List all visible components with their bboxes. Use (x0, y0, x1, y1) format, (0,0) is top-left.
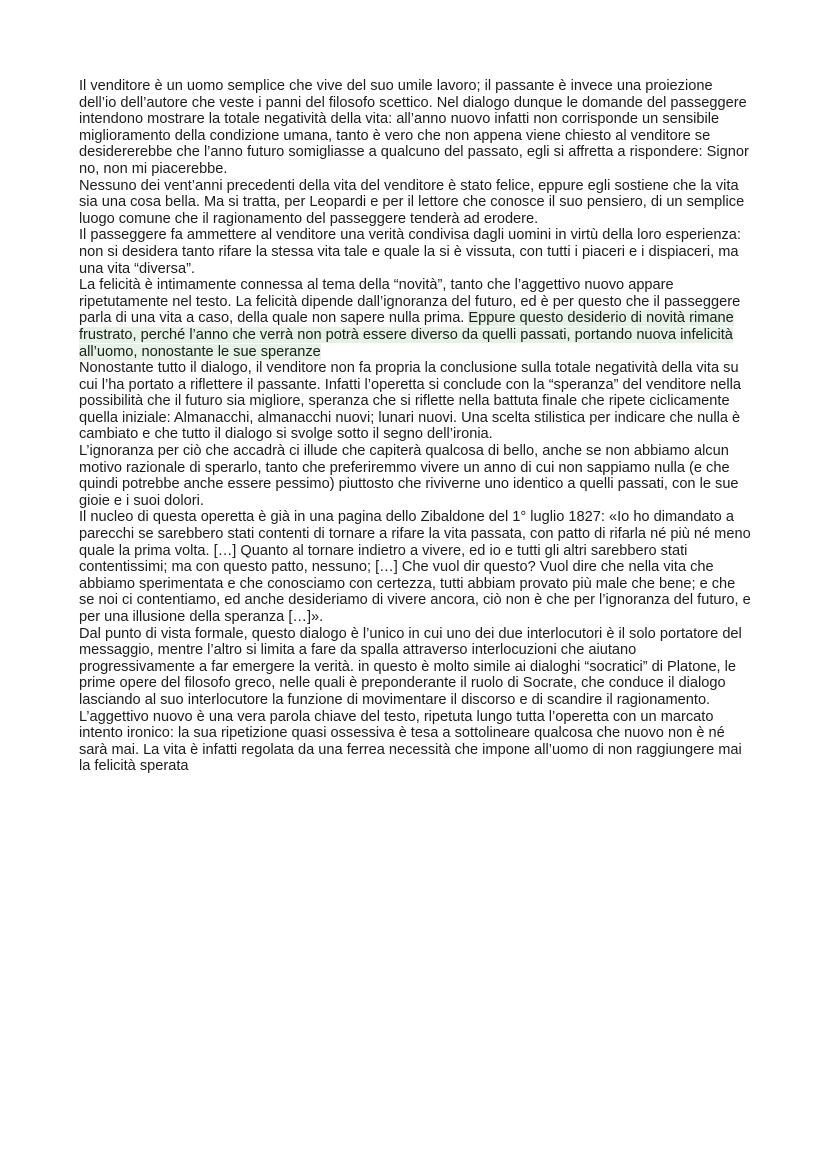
paragraph-venditore-passante: Il venditore è un uomo semplice che vive del suo umile lavoro; il passante è invece una proiezione dell’io dell’autore che veste i panni del filosofo scettico. Nel dialogo dunque le domande del passeggere intendono mostrare la totale negatività della vita: all’anno nuovo infatti non corrisponde un sensibile miglioramento della condizione umana, tanto è vero che non appena viene chiesto al venditore se desidererebbe che l’anno futuro somigliasse a qualcuno del passato, egli si affretta a rispondere: Signor no, non mi piacerebbe. (79, 78, 749, 177)
paragraph-novita-text: La felicità è intimamente connessa al tema della “novità”, tanto che l’aggettivo nuovo appare ripetutamente nel testo. La felicità dipende dall’ignoranza del futuro, ed è per questo che il passeggere parla di una vita a caso, della quale non sapere nulla prima. (79, 277, 741, 327)
paragraph-speranza: Nonostante tutto il dialogo, il venditore non fa propria la conclusione sulla totale negatività della vita su cui l’ha portato a riflettere il passante. Infatti l’operetta si conclude con la “speranza” del venditore nella possibilità che il futuro sia migliore, speranza che si riflette nella battuta finale che ripete ciclicamente quella iniziale: Almanacchi, almanacchi nuovi; lunari nuovi. Una scelta stilistica per indicare che nulla è cambiato e che tutto il dialogo si svolge sotto il segno dell’ironia. (79, 360, 741, 443)
paragraph-aggettivo-nuovo: L’aggettivo nuovo è una vera parola chiave del testo, ripetuta lungo tutta l’operetta con un marcato intento ironico: la sua ripetizione quasi ossessiva è tesa a sottolineare qualcosa che nuovo non è né sarà mai. La vita è infatti regolata da una ferrea necessità che impone all’uomo di non raggiungere mai la felicità sperata (79, 708, 742, 775)
paragraph-vita-diversa: Il passeggere fa ammettere al venditore una verità condivisa dagli uomini in virtù della loro esperienza: non si desidera tanto rifare la stessa vita tale e quale la si è vissuta, con tutti i piaceri e i dispiaceri, ma una vita “diversa”. (79, 227, 741, 277)
paragraph-punto-di-vista-formale: Dal punto di vista formale, questo dialogo è l’unico in cui uno dei due interlocutori è il solo portatore del messaggio, mentre l’altro si limita a fare da spalla attraverso interlocuzioni che aiutano progressivamente a far emergere la verità. in questo è molto simile ai dialoghi “socratici” di Platone, le prime opere del filosofo greco, nelle quali è preponderante il ruolo di Socrate, che conduce il dialogo lasciando al suo interlocutore la funzione di movimentare il discorso e di scandire il ragionamento. (79, 625, 742, 708)
paragraph-novita (79, 277, 751, 360)
document-body (79, 78, 751, 775)
paragraph-vita-cosa-bella: Nessuno dei vent’anni precedenti della vita del venditore è stato felice, eppure egli sostiene che la vita sia una cosa bella. Ma si tratta, per Leopardi e per il lettore che conosce il suo pensiero, di un semplice luogo comune che il ragionamento del passeggere tenderà ad erodere. (79, 177, 745, 227)
paragraph-zibaldone-quote: Il nucleo di questa operetta è già in una pagina dello Zibaldone del 1° luglio 1827: «Io ho dimandato a parecchi se sarebbero stati contenti di tornare a rifare la vita passata, con patto di rifarla né più né meno quale la prima volta. […] Quanto al tornare indietro a vivere, ed io e tutti gli altri sarebbero stati contentissimi; ma con questo patto, nessuno; […] Che vuol dir questo? Vuol dire che nella vita che abbiamo sperimentata e che conosciamo con certezza, tutti abbiam provato più male che bene; e che se noi ci contentiamo, ed anche desideriamo di vivere ancora, ciò non è che per l’ignoranza del futuro, e per una illusione della speranza […]». (79, 509, 751, 625)
highlighted-passage: Eppure questo desiderio di novità rimane frustrato, perché l’anno che verrà non potrà essere diverso da quelli passati, portando nuova infelicità all’uomo, nonostante le sue speranze (79, 310, 734, 360)
paragraph-ignoranza: L’ignoranza per ciò che accadrà ci illude che capiterà qualcosa di bello, anche se non abbiamo alcun motivo razionale di sperarlo, tanto che preferiremmo vivere un anno di cui non sappiamo nulla (e che quindi potrebbe anche essere pessimo) piuttosto che riviverne uno identico a quelli passati, con le sue gioie e i suoi dolori. (79, 443, 739, 509)
